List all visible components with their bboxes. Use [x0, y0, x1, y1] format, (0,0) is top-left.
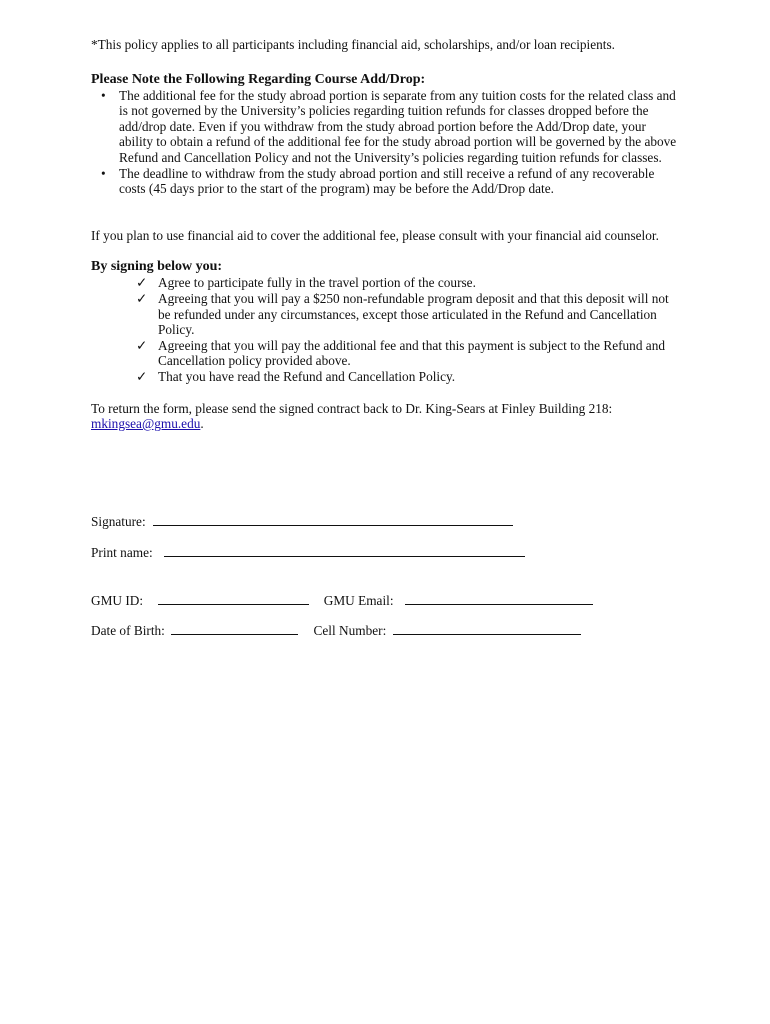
dob-line[interactable]	[171, 622, 298, 635]
signing-heading: By signing below you:	[91, 259, 223, 275]
checkmark-icon: ✓	[136, 368, 148, 384]
cell-number-label: Cell Number:	[313, 623, 387, 638]
print-name-row	[91, 544, 525, 561]
signature-label: Signature:	[91, 514, 146, 529]
add-drop-bullet-item	[91, 166, 683, 197]
signing-list	[91, 275, 683, 384]
add-drop-list	[91, 88, 683, 197]
signing-item-text: That you have read the Refund and Cancellation Policy.	[158, 368, 456, 384]
return-end: .	[200, 416, 204, 432]
add-drop-heading: Please Note the Following Regarding Course Add/Drop:	[91, 71, 426, 87]
checkmark-icon: ✓	[136, 337, 148, 353]
policy-note: *This policy applies to all participants including financial aid, scholarships, and/or loan recipients.	[91, 37, 615, 52]
add-drop-bullet-item	[91, 88, 683, 166]
gmu-email-label: GMU Email:	[323, 593, 394, 608]
financial-aid-text: If you plan to use financial aid to cover the additional fee, please consult with your financial aid counselor.	[91, 227, 659, 243]
gmu-id-line[interactable]	[158, 592, 309, 605]
return-instructions	[91, 401, 683, 432]
gmu-id-label: GMU ID:	[91, 593, 144, 608]
bullet-icon: •	[101, 87, 106, 103]
checkmark-icon: ✓	[136, 275, 148, 291]
email-link[interactable]: mkingsea@gmu.edu	[91, 416, 201, 432]
return-text: To return the form, please send the signed contract back to Dr. King-Sears at Finley Building 218:	[91, 400, 613, 416]
print-name-line[interactable]	[164, 544, 525, 557]
signature-line[interactable]	[153, 513, 513, 526]
print-name-label: Print name:	[91, 545, 153, 560]
gmu-id-row	[91, 592, 593, 609]
signing-item	[113, 275, 683, 291]
signing-item-text: Agreeing that you will pay a $250 non-refundable program deposit and that this deposit will not be refunded under any circumstances, except those articulated in the Refund and Cancellation Policy.	[158, 290, 669, 338]
document-page	[91, 37, 683, 432]
signing-item-text: Agreeing that you will pay the additional fee and that this payment is subject to the Refund and Cancellation policy provided above.	[158, 337, 666, 369]
bullet-text: The additional fee for the study abroad portion is separate from any tuition costs for the related class and is not governed by the University’s policies regarding tuition refunds for classes dropped before the add/drop date. Even if you withdraw from the study abroad portion before the Add/Drop date, your ability to obtain a refund of the additional fee for the study abroad portion will be governed by the above Refund and Cancellation Policy and not the University’s policies regarding tuition refunds for classes.	[119, 87, 677, 165]
gmu-email-line[interactable]	[405, 592, 593, 605]
signing-item	[113, 369, 683, 385]
dob-row	[91, 622, 581, 639]
bullet-icon: •	[101, 165, 106, 181]
checkmark-icon: ✓	[136, 290, 148, 306]
dob-label: Date of Birth:	[91, 623, 165, 638]
signing-item-text: Agree to participate fully in the travel portion of the course.	[158, 275, 476, 291]
cell-number-line[interactable]	[393, 622, 581, 635]
bullet-text: The deadline to withdraw from the study abroad portion and still receive a refund of any recoverable costs (45 days prior to the start of the program) may be before the Add/Drop date.	[119, 165, 655, 197]
signing-item	[113, 338, 683, 369]
signature-row	[91, 513, 513, 530]
signing-item	[113, 291, 683, 338]
